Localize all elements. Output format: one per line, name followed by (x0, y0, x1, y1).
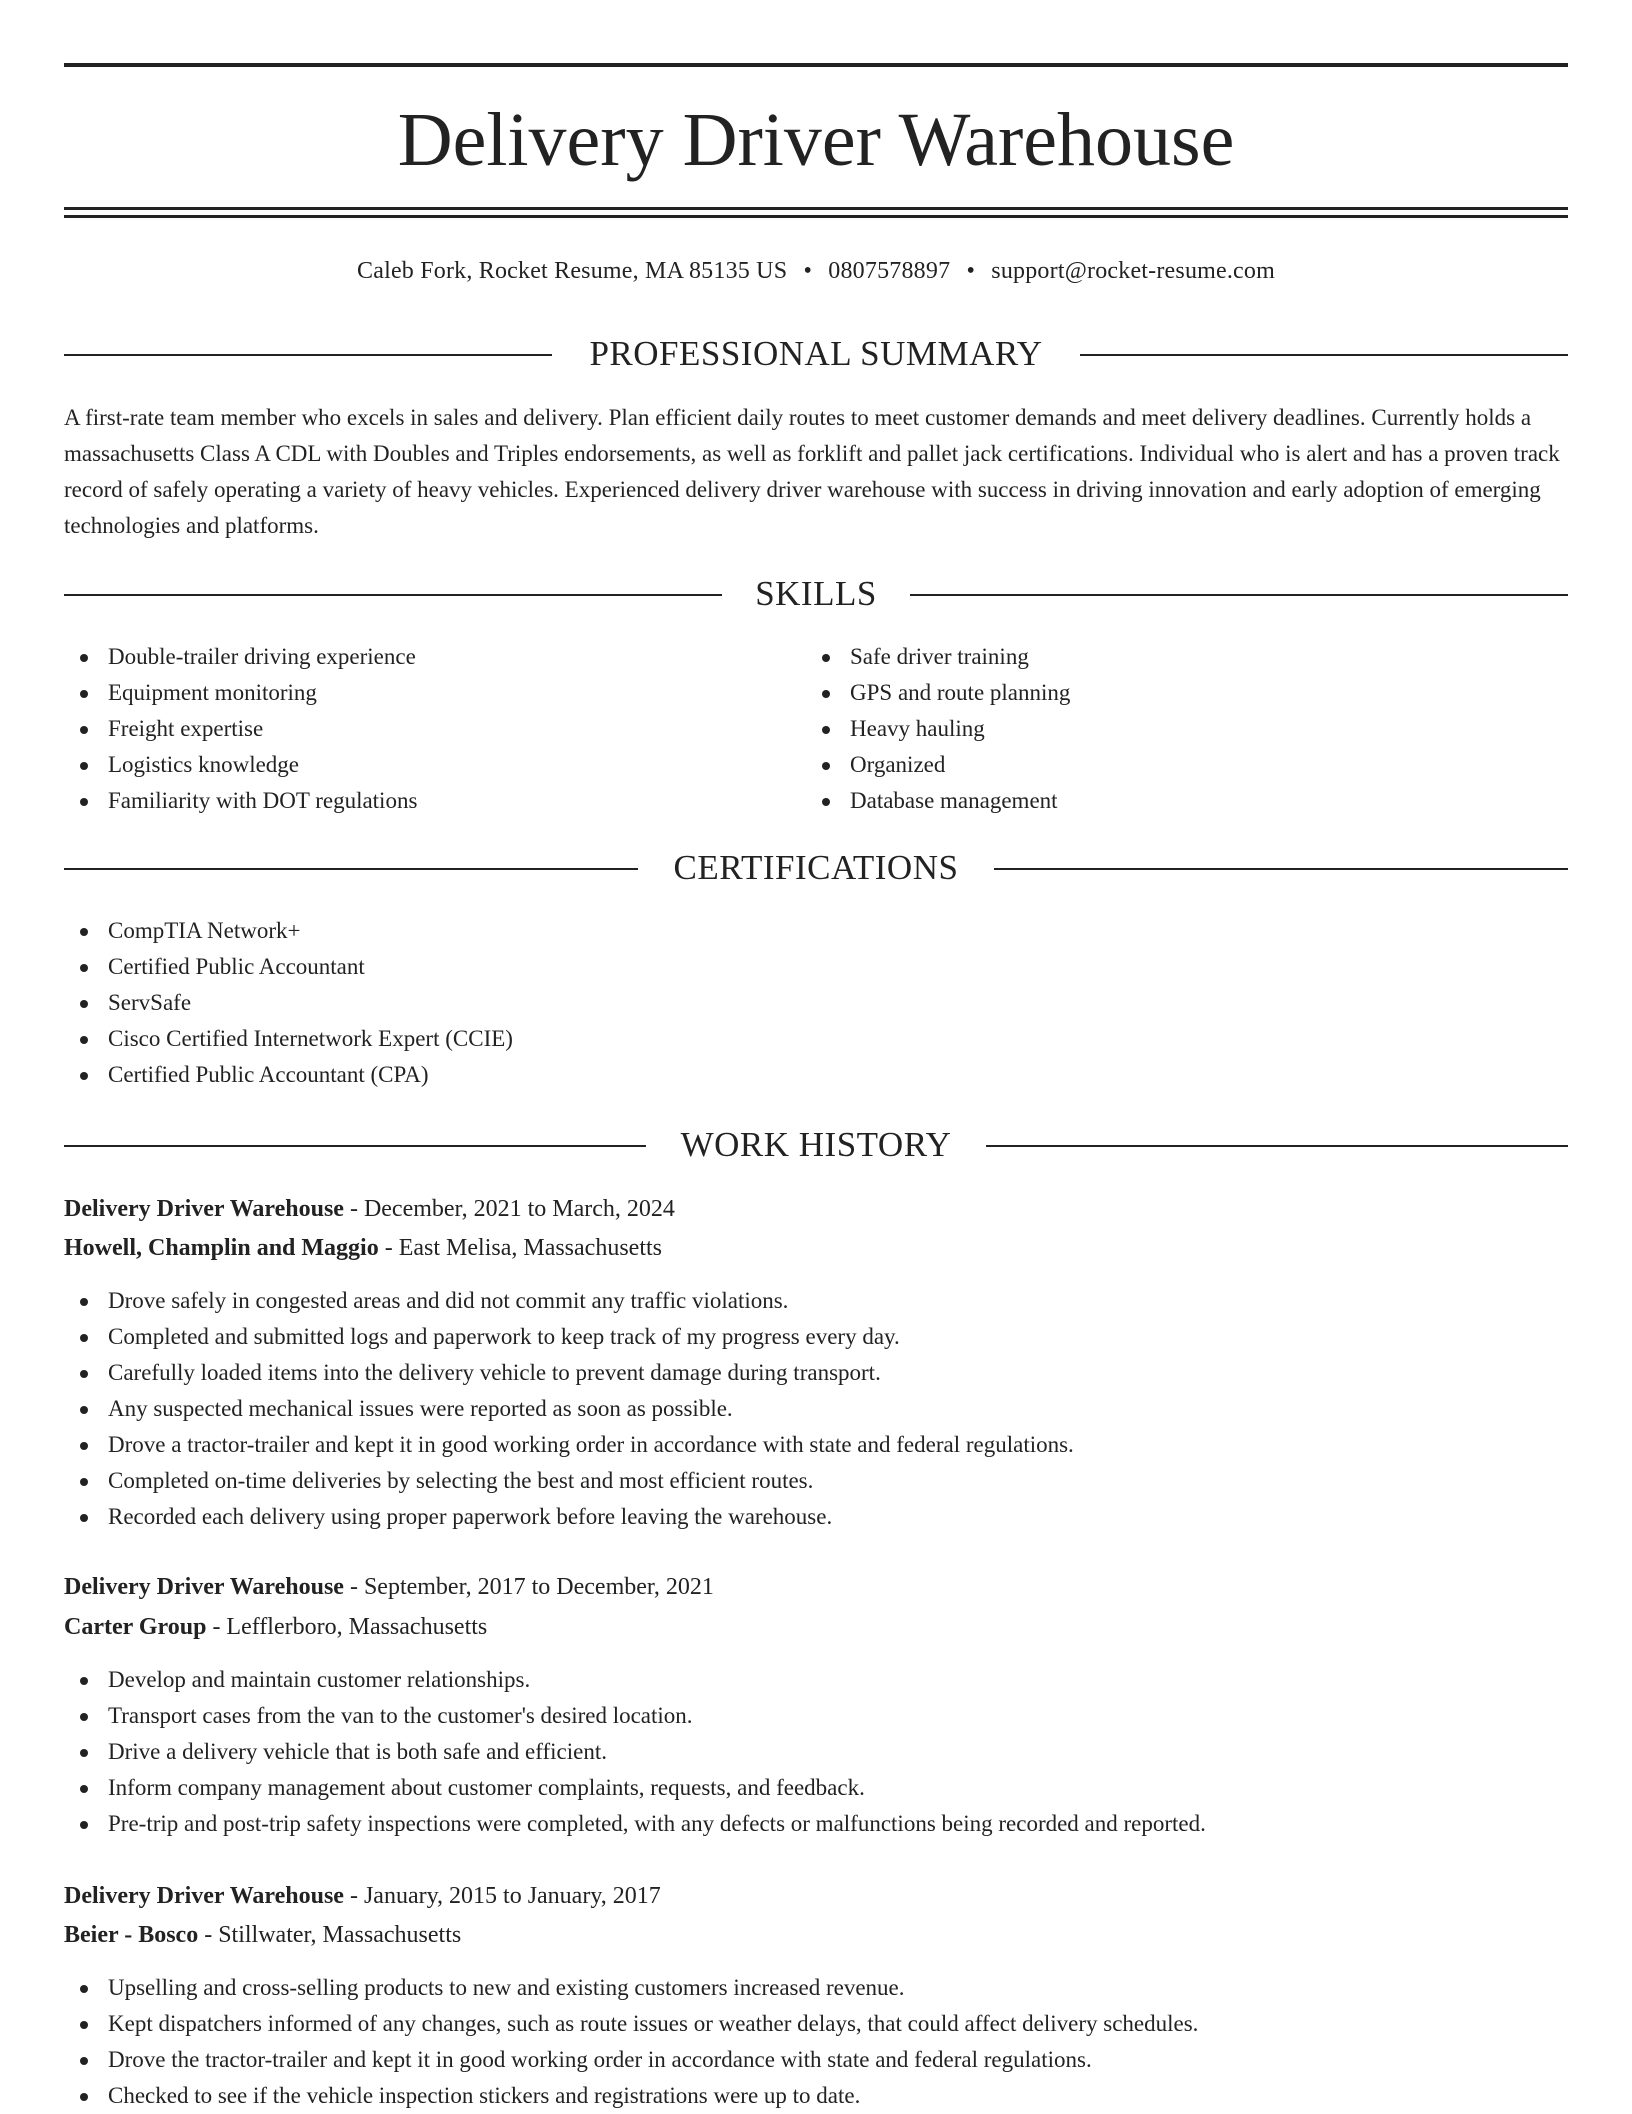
duty-item: Completed on-time deliveries by selecting the best and most efficient routes. (64, 1463, 1074, 1499)
bullet-icon (80, 2021, 88, 2029)
bullet-icon (80, 1072, 88, 1080)
heading-rule-right (986, 1145, 1568, 1147)
skill-item: Database management (806, 783, 1070, 819)
duty-item: Completed and submitted logs and paperwork to keep track of my progress every day. (64, 1319, 1074, 1355)
bullet-icon (80, 1677, 88, 1685)
job-company: Howell, Champlin and Maggio (64, 1235, 379, 1261)
skill-item: Safe driver training (806, 639, 1070, 675)
bullet-icon (822, 690, 830, 698)
job-dates: - January, 2015 to January, 2017 (343, 1883, 661, 1909)
bullet-icon (80, 1370, 88, 1378)
certifications-list (64, 913, 513, 1093)
certification-item: CompTIA Network+ (64, 913, 513, 949)
bullet-icon (80, 1514, 88, 1522)
bullet-icon (80, 1406, 88, 1414)
job-company-line (64, 1231, 662, 1265)
contact-address: Caleb Fork, Rocket Resume, MA 85135 US (357, 258, 788, 284)
duty-item: Drove safely in congested areas and did not commit any traffic violations. (64, 1283, 1074, 1319)
header-top-rule (64, 63, 1568, 67)
job-company: Carter Group (64, 1614, 207, 1640)
duty-item: Recorded each delivery using proper paperwork before leaving the warehouse. (64, 1499, 1074, 1535)
heading-rule-right (1080, 354, 1568, 356)
bullet-icon (80, 1785, 88, 1793)
duty-item: Drove the tractor-trailer and kept it in good working order in accordance with state and federal regulations. (64, 2042, 1198, 2078)
heading-rule-right (994, 868, 1568, 870)
bullet-icon (80, 928, 88, 936)
certification-item: Cisco Certified Internetwork Expert (CCIE) (64, 1021, 513, 1057)
summary-text: A first-rate team member who excels in sales and delivery. Plan efficient daily routes to meet customer demands and meet delivery deadlines. Currently holds a massachusetts Class A CDL with Doubles and Triples endorsements, as well as forklift and pallet jack certifications. Individual who is alert and has a proven track record of safely operating a variety of heavy vehicles. Experienced delivery driver warehouse with success in driving innovation and early adoption of emerging technologies and platforms. (64, 405, 1560, 538)
contact-email: support@rocket-resume.com (991, 258, 1275, 284)
bullet-icon (80, 1036, 88, 1044)
certification-item: ServSafe (64, 985, 513, 1021)
job-duties-list (64, 1970, 1198, 2114)
skill-item: Freight expertise (64, 711, 417, 747)
resume-name: Delivery Driver Warehouse (397, 98, 1235, 182)
section-heading-skills (64, 574, 1568, 614)
skill-item: GPS and route planning (806, 675, 1070, 711)
bullet-icon (80, 1749, 88, 1757)
heading-rule-right (910, 594, 1568, 596)
duty-item: Checked to see if the vehicle inspection stickers and registrations were up to date. (64, 2078, 1198, 2114)
job-title-line (64, 1879, 661, 1913)
skills-list-left (64, 639, 417, 819)
section-title-skills: SKILLS (755, 574, 877, 613)
job-title: Delivery Driver Warehouse (64, 1883, 344, 1909)
section-heading-work-history (64, 1125, 1568, 1165)
duty-item: Inform company management about customer complaints, requests, and feedback. (64, 1770, 1206, 1806)
header-double-rule-upper (64, 207, 1568, 210)
bullet-icon (80, 1478, 88, 1486)
skill-item: Heavy hauling (806, 711, 1070, 747)
job-dates: - December, 2021 to March, 2024 (343, 1196, 675, 1222)
job-location: - Stillwater, Massachusetts (198, 1922, 462, 1948)
section-heading-certifications (64, 848, 1568, 888)
skill-item: Double-trailer driving experience (64, 639, 417, 675)
duty-item: Transport cases from the van to the customer's desired location. (64, 1698, 1206, 1734)
duty-item: Develop and maintain customer relationships. (64, 1662, 1206, 1698)
job-title-line (64, 1570, 714, 1604)
section-title-summary: PROFESSIONAL SUMMARY (589, 334, 1043, 373)
certification-item: Certified Public Accountant (CPA) (64, 1057, 513, 1093)
duty-item: Pre-trip and post-trip safety inspections were completed, with any defects or malfunctions being recorded and reported. (64, 1806, 1206, 1842)
certification-item: Certified Public Accountant (64, 949, 513, 985)
bullet-icon (822, 798, 830, 806)
bullet-icon (80, 1298, 88, 1306)
bullet-icon (80, 1821, 88, 1829)
skills-list-right (806, 639, 1070, 819)
bullet-icon (80, 1985, 88, 1993)
job-location: - East Melisa, Massachusetts (378, 1235, 662, 1261)
bullet-icon (80, 2057, 88, 2065)
job-dates: - September, 2017 to December, 2021 (343, 1574, 714, 1600)
job-title-line (64, 1192, 675, 1226)
skill-item: Logistics knowledge (64, 747, 417, 783)
duty-item: Kept dispatchers informed of any changes, such as route issues or weather delays, that could affect delivery schedules. (64, 2006, 1198, 2042)
duty-item: Carefully loaded items into the delivery vehicle to prevent damage during transport. (64, 1355, 1074, 1391)
job-duties-list (64, 1283, 1074, 1535)
contact-separator: • (803, 258, 813, 284)
bullet-icon (822, 654, 830, 662)
section-heading-summary (64, 334, 1568, 374)
job-company-line (64, 1918, 461, 1952)
section-title-certifications: CERTIFICATIONS (673, 848, 959, 887)
skill-item: Familiarity with DOT regulations (64, 783, 417, 819)
skill-item: Equipment monitoring (64, 675, 417, 711)
header-double-rule-lower (64, 215, 1568, 218)
bullet-icon (80, 2093, 88, 2101)
bullet-icon (80, 654, 88, 662)
bullet-icon (80, 762, 88, 770)
bullet-icon (822, 762, 830, 770)
duty-item: Drove a tractor-trailer and kept it in good working order in accordance with state and federal regulations. (64, 1427, 1074, 1463)
bullet-icon (80, 1334, 88, 1342)
job-company: Beier - Bosco (64, 1922, 199, 1948)
duty-item: Upselling and cross-selling products to new and existing customers increased revenue. (64, 1970, 1198, 2006)
bullet-icon (80, 1442, 88, 1450)
bullet-icon (80, 1713, 88, 1721)
bullet-icon (80, 726, 88, 734)
bullet-icon (80, 690, 88, 698)
job-location: - Lefflerboro, Massachusetts (206, 1614, 488, 1640)
job-title: Delivery Driver Warehouse (64, 1196, 344, 1222)
job-company-line (64, 1610, 487, 1644)
bullet-icon (822, 726, 830, 734)
bullet-icon (80, 964, 88, 972)
job-title: Delivery Driver Warehouse (64, 1574, 344, 1600)
bullet-icon (80, 1000, 88, 1008)
duty-item: Any suspected mechanical issues were reported as soon as possible. (64, 1391, 1074, 1427)
section-title-work-history: WORK HISTORY (680, 1125, 952, 1164)
duty-item: Drive a delivery vehicle that is both safe and efficient. (64, 1734, 1206, 1770)
skill-item: Organized (806, 747, 1070, 783)
job-duties-list (64, 1662, 1206, 1842)
contact-separator: • (966, 258, 976, 284)
bullet-icon (80, 798, 88, 806)
contact-phone: 0807578897 (828, 258, 951, 284)
contact-line (64, 254, 1568, 288)
